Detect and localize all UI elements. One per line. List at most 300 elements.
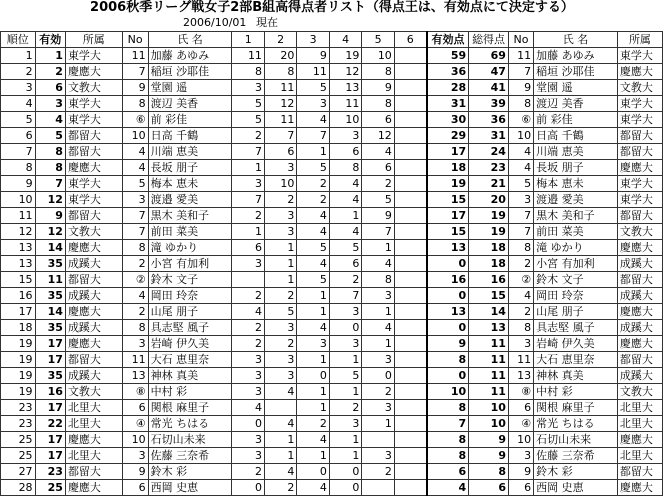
table-row bbox=[1, 480, 663, 496]
player-no-cell: 4 bbox=[122, 160, 148, 176]
match-3-cell: 4 bbox=[297, 112, 329, 128]
player-no-cell: ② bbox=[122, 272, 148, 288]
table-row bbox=[1, 208, 663, 224]
player-name-2-cell: 小宮 有加利 bbox=[534, 256, 618, 272]
school-cell: 都留大 bbox=[65, 352, 122, 368]
total-points-cell: 20 bbox=[469, 192, 509, 208]
match-4-cell: 6 bbox=[329, 256, 361, 272]
player-name-cell: 長坂 朋子 bbox=[148, 160, 232, 176]
match-4-cell: 10 bbox=[329, 112, 361, 128]
school-cell: 北里大 bbox=[65, 448, 122, 464]
match-1-cell: 5 bbox=[232, 96, 264, 112]
match-4-cell: 1 bbox=[329, 208, 361, 224]
table-row bbox=[1, 240, 663, 256]
match-3-cell: 4 bbox=[297, 256, 329, 272]
total-points-cell: 10 bbox=[469, 400, 509, 416]
valid-rank-cell: 14 bbox=[35, 240, 65, 256]
player-no-cell: 10 bbox=[122, 432, 148, 448]
player-name-2-cell: 西岡 史恵 bbox=[534, 480, 618, 496]
match-6-cell bbox=[394, 224, 426, 240]
total-points-cell: 19 bbox=[469, 224, 509, 240]
match-4-cell: 7 bbox=[329, 288, 361, 304]
player-name-2-cell: 日高 千鶴 bbox=[534, 128, 618, 144]
player-no-cell: ⑥ bbox=[122, 112, 148, 128]
valid-points-cell: 0 bbox=[427, 368, 469, 384]
match-5-cell: 8 bbox=[362, 64, 394, 80]
match-4-cell: 13 bbox=[329, 80, 361, 96]
player-name-2-cell: 稲垣 沙耶佳 bbox=[534, 64, 618, 80]
match-4-cell: 1 bbox=[329, 432, 361, 448]
school-cell: 文教大 bbox=[65, 224, 122, 240]
match-5-cell: 0 bbox=[362, 368, 394, 384]
match-5-cell: 1 bbox=[362, 240, 394, 256]
match-2-cell: 6 bbox=[264, 144, 296, 160]
match-6-cell bbox=[394, 208, 426, 224]
match-3-cell: 4 bbox=[297, 224, 329, 240]
match-5-cell: 1 bbox=[362, 336, 394, 352]
player-name-cell: 前 彩佳 bbox=[148, 112, 232, 128]
rank-cell: 23 bbox=[1, 400, 36, 416]
player-name-cell: 鈴木 文子 bbox=[148, 272, 232, 288]
school-2-cell: 慶應大 bbox=[617, 240, 662, 256]
school-cell: 慶應大 bbox=[65, 480, 122, 496]
rank-cell: 12 bbox=[1, 224, 36, 240]
header-match-1: 1 bbox=[232, 32, 264, 48]
match-2-cell: 4 bbox=[264, 384, 296, 400]
header-row bbox=[1, 32, 663, 48]
header-total-points: 総得点 bbox=[469, 32, 509, 48]
player-no-cell: 4 bbox=[122, 144, 148, 160]
valid-rank-cell: 3 bbox=[35, 96, 65, 112]
player-no-2-cell: 9 bbox=[508, 464, 533, 480]
player-no-cell: 6 bbox=[122, 480, 148, 496]
rank-cell: 17 bbox=[1, 304, 36, 320]
player-name-cell: 岡田 玲奈 bbox=[148, 288, 232, 304]
valid-points-cell: 30 bbox=[427, 112, 469, 128]
match-1-cell: 3 bbox=[232, 256, 264, 272]
table-row bbox=[1, 352, 663, 368]
player-no-2-cell: 11 bbox=[508, 352, 533, 368]
school-2-cell: 東学大 bbox=[617, 96, 662, 112]
rank-cell: 13 bbox=[1, 256, 36, 272]
header-school-2: 所属 bbox=[617, 32, 662, 48]
match-2-cell: 1 bbox=[264, 272, 296, 288]
valid-rank-cell: 12 bbox=[35, 224, 65, 240]
match-3-cell: 5 bbox=[297, 80, 329, 96]
valid-rank-cell: 22 bbox=[35, 416, 65, 432]
player-name-cell: 神林 真美 bbox=[148, 368, 232, 384]
match-1-cell: 7 bbox=[232, 144, 264, 160]
school-cell: 北里大 bbox=[65, 400, 122, 416]
match-6-cell bbox=[394, 464, 426, 480]
player-name-2-cell: 関根 麻里子 bbox=[534, 400, 618, 416]
player-no-cell: 3 bbox=[122, 448, 148, 464]
match-5-cell: 4 bbox=[362, 320, 394, 336]
total-points-cell: 36 bbox=[469, 112, 509, 128]
match-2-cell: 3 bbox=[264, 368, 296, 384]
valid-rank-cell: 12 bbox=[35, 192, 65, 208]
school-2-cell: 都留大 bbox=[617, 208, 662, 224]
rank-cell: 25 bbox=[1, 448, 36, 464]
match-1-cell: 2 bbox=[232, 208, 264, 224]
valid-points-cell: 31 bbox=[427, 96, 469, 112]
player-name-2-cell: 中村 彩 bbox=[534, 384, 618, 400]
match-5-cell: 4 bbox=[362, 144, 394, 160]
valid-points-cell: 17 bbox=[427, 208, 469, 224]
match-5-cell: 5 bbox=[362, 192, 394, 208]
match-2-cell: 3 bbox=[264, 320, 296, 336]
school-2-cell: 文教大 bbox=[617, 384, 662, 400]
match-6-cell bbox=[394, 336, 426, 352]
match-4-cell: 11 bbox=[329, 96, 361, 112]
player-name-cell: 常光 ちはる bbox=[148, 416, 232, 432]
player-name-2-cell: 川端 恵美 bbox=[534, 144, 618, 160]
valid-points-cell: 7 bbox=[427, 416, 469, 432]
valid-points-cell: 8 bbox=[427, 400, 469, 416]
match-1-cell: 2 bbox=[232, 128, 264, 144]
match-3-cell: 5 bbox=[297, 160, 329, 176]
valid-points-cell: 59 bbox=[427, 48, 469, 64]
match-2-cell: 1 bbox=[264, 240, 296, 256]
player-no-cell: 11 bbox=[122, 352, 148, 368]
match-4-cell: 4 bbox=[329, 224, 361, 240]
player-name-2-cell: 渡辺 美香 bbox=[534, 96, 618, 112]
header-valid-points: 有効点 bbox=[427, 32, 469, 48]
rank-cell: 19 bbox=[1, 368, 36, 384]
school-2-cell: 都留大 bbox=[617, 272, 662, 288]
school-2-cell: 慶應大 bbox=[617, 432, 662, 448]
table-row bbox=[1, 144, 663, 160]
table-row bbox=[1, 256, 663, 272]
match-3-cell: 0 bbox=[297, 464, 329, 480]
table-row bbox=[1, 192, 663, 208]
match-3-cell: 1 bbox=[297, 288, 329, 304]
match-4-cell: 5 bbox=[329, 368, 361, 384]
rank-cell: 19 bbox=[1, 336, 36, 352]
match-3-cell: 9 bbox=[297, 48, 329, 64]
rank-cell: 18 bbox=[1, 320, 36, 336]
header-match-2: 2 bbox=[264, 32, 296, 48]
school-2-cell: 東学大 bbox=[617, 192, 662, 208]
player-name-cell: 小宮 有加利 bbox=[148, 256, 232, 272]
rank-cell: 10 bbox=[1, 192, 36, 208]
player-name-cell: 石切山未来 bbox=[148, 432, 232, 448]
match-2-cell: 2 bbox=[264, 192, 296, 208]
player-name-cell: 滝 ゆかり bbox=[148, 240, 232, 256]
player-no-2-cell: 8 bbox=[508, 96, 533, 112]
match-2-cell bbox=[264, 400, 296, 416]
match-3-cell: 5 bbox=[297, 240, 329, 256]
valid-rank-cell: 6 bbox=[35, 80, 65, 96]
player-name-cell: 中村 彩 bbox=[148, 384, 232, 400]
table-row bbox=[1, 112, 663, 128]
school-2-cell: 東学大 bbox=[617, 112, 662, 128]
match-5-cell: 6 bbox=[362, 112, 394, 128]
valid-points-cell: 9 bbox=[427, 336, 469, 352]
player-name-cell: 川端 恵美 bbox=[148, 144, 232, 160]
match-3-cell: 4 bbox=[297, 480, 329, 496]
header-school: 所属 bbox=[65, 32, 122, 48]
header-match-4: 4 bbox=[329, 32, 361, 48]
match-4-cell: 0 bbox=[329, 464, 361, 480]
match-2-cell: 7 bbox=[264, 128, 296, 144]
school-2-cell: 成蹊大 bbox=[617, 256, 662, 272]
school-cell: 慶應大 bbox=[65, 240, 122, 256]
table-row bbox=[1, 432, 663, 448]
player-name-2-cell: 神林 真美 bbox=[534, 368, 618, 384]
header-rank: 順位 bbox=[1, 32, 36, 48]
match-2-cell: 4 bbox=[264, 464, 296, 480]
total-points-cell: 10 bbox=[469, 416, 509, 432]
header-name: 氏 名 bbox=[148, 32, 232, 48]
match-6-cell bbox=[394, 432, 426, 448]
header-match-5: 5 bbox=[362, 32, 394, 48]
school-2-cell: 慶應大 bbox=[617, 304, 662, 320]
match-1-cell: 3 bbox=[232, 368, 264, 384]
match-2-cell: 5 bbox=[264, 304, 296, 320]
player-name-2-cell: 滝 ゆかり bbox=[534, 240, 618, 256]
player-name-2-cell: 長坂 朋子 bbox=[534, 160, 618, 176]
match-1-cell bbox=[232, 272, 264, 288]
match-6-cell bbox=[394, 240, 426, 256]
player-name-2-cell: 山尾 朋子 bbox=[534, 304, 618, 320]
player-name-2-cell: 佐藤 三奈希 bbox=[534, 448, 618, 464]
match-2-cell: 3 bbox=[264, 352, 296, 368]
rank-cell: 8 bbox=[1, 160, 36, 176]
match-3-cell: 11 bbox=[297, 64, 329, 80]
valid-rank-cell: 16 bbox=[35, 384, 65, 400]
total-points-cell: 18 bbox=[469, 240, 509, 256]
match-3-cell: 7 bbox=[297, 128, 329, 144]
valid-rank-cell: 11 bbox=[35, 272, 65, 288]
match-6-cell bbox=[394, 112, 426, 128]
match-4-cell: 1 bbox=[329, 352, 361, 368]
player-name-cell: 加藤 あゆみ bbox=[148, 48, 232, 64]
player-no-cell: ④ bbox=[122, 416, 148, 432]
valid-rank-cell: 35 bbox=[35, 368, 65, 384]
rank-cell: 19 bbox=[1, 352, 36, 368]
match-2-cell: 1 bbox=[264, 448, 296, 464]
match-4-cell: 3 bbox=[329, 416, 361, 432]
valid-rank-cell: 17 bbox=[35, 400, 65, 416]
table-row bbox=[1, 272, 663, 288]
player-name-2-cell: 黒木 美和子 bbox=[534, 208, 618, 224]
match-1-cell: 1 bbox=[232, 224, 264, 240]
player-name-cell: 堂園 遥 bbox=[148, 80, 232, 96]
valid-rank-cell: 7 bbox=[35, 176, 65, 192]
match-6-cell bbox=[394, 256, 426, 272]
table-row bbox=[1, 288, 663, 304]
school-cell: 成蹊大 bbox=[65, 256, 122, 272]
table-row bbox=[1, 96, 663, 112]
match-2-cell: 3 bbox=[264, 224, 296, 240]
total-points-cell: 21 bbox=[469, 176, 509, 192]
valid-rank-cell: 17 bbox=[35, 448, 65, 464]
match-4-cell: 3 bbox=[329, 304, 361, 320]
school-cell: 都留大 bbox=[65, 128, 122, 144]
match-2-cell: 2 bbox=[264, 480, 296, 496]
match-4-cell: 0 bbox=[329, 480, 361, 496]
valid-rank-cell: 5 bbox=[35, 128, 65, 144]
match-5-cell: 8 bbox=[362, 272, 394, 288]
match-2-cell: 10 bbox=[264, 176, 296, 192]
match-3-cell: 1 bbox=[297, 304, 329, 320]
match-4-cell: 19 bbox=[329, 48, 361, 64]
school-cell: 都留大 bbox=[65, 272, 122, 288]
player-name-cell: 具志堅 風子 bbox=[148, 320, 232, 336]
match-1-cell: 0 bbox=[232, 480, 264, 496]
player-name-cell: 黒木 美和子 bbox=[148, 208, 232, 224]
player-no-cell: 9 bbox=[122, 464, 148, 480]
school-cell: 東学大 bbox=[65, 192, 122, 208]
school-2-cell: 北里大 bbox=[617, 416, 662, 432]
player-no-2-cell: 13 bbox=[508, 368, 533, 384]
match-3-cell: 0 bbox=[297, 368, 329, 384]
match-2-cell: 11 bbox=[264, 80, 296, 96]
player-name-2-cell: 常光 ちはる bbox=[534, 416, 618, 432]
player-name-2-cell: 前田 菜美 bbox=[534, 224, 618, 240]
player-name-cell: 関根 麻里子 bbox=[148, 400, 232, 416]
match-6-cell bbox=[394, 48, 426, 64]
valid-rank-cell: 2 bbox=[35, 64, 65, 80]
total-points-cell: 13 bbox=[469, 320, 509, 336]
rank-cell: 4 bbox=[1, 96, 36, 112]
total-points-cell: 9 bbox=[469, 432, 509, 448]
match-3-cell: 2 bbox=[297, 192, 329, 208]
match-2-cell: 2 bbox=[264, 336, 296, 352]
match-6-cell bbox=[394, 96, 426, 112]
ranking-table bbox=[0, 31, 663, 496]
match-5-cell: 3 bbox=[362, 352, 394, 368]
valid-points-cell: 0 bbox=[427, 288, 469, 304]
table-row bbox=[1, 224, 663, 240]
table-row bbox=[1, 80, 663, 96]
match-3-cell: 1 bbox=[297, 352, 329, 368]
valid-rank-cell: 1 bbox=[35, 48, 65, 64]
valid-points-cell: 17 bbox=[427, 144, 469, 160]
rank-cell: 28 bbox=[1, 480, 36, 496]
match-5-cell: 3 bbox=[362, 288, 394, 304]
player-name-cell: 渡邉 愛美 bbox=[148, 192, 232, 208]
player-no-cell: 2 bbox=[122, 256, 148, 272]
match-1-cell: 3 bbox=[232, 352, 264, 368]
player-name-cell: 西岡 史恵 bbox=[148, 480, 232, 496]
match-6-cell bbox=[394, 352, 426, 368]
player-name-cell: 渡辺 美香 bbox=[148, 96, 232, 112]
valid-rank-cell: 8 bbox=[35, 160, 65, 176]
valid-points-cell: 19 bbox=[427, 176, 469, 192]
header-name-2: 氏 名 bbox=[534, 32, 618, 48]
table-row bbox=[1, 448, 663, 464]
as-of-label: 現在 bbox=[256, 16, 278, 29]
school-2-cell: 慶應大 bbox=[617, 160, 662, 176]
total-points-cell: 18 bbox=[469, 256, 509, 272]
match-1-cell: 0 bbox=[232, 416, 264, 432]
match-2-cell: 3 bbox=[264, 208, 296, 224]
valid-points-cell: 28 bbox=[427, 80, 469, 96]
header-match-3: 3 bbox=[297, 32, 329, 48]
valid-rank-cell: 14 bbox=[35, 304, 65, 320]
match-3-cell: 4 bbox=[297, 208, 329, 224]
valid-rank-cell: 8 bbox=[35, 144, 65, 160]
total-points-cell: 47 bbox=[469, 64, 509, 80]
match-1-cell: 2 bbox=[232, 320, 264, 336]
player-no-2-cell: 10 bbox=[508, 128, 533, 144]
school-2-cell: 東学大 bbox=[617, 176, 662, 192]
match-4-cell: 12 bbox=[329, 64, 361, 80]
school-2-cell: 成蹊大 bbox=[617, 288, 662, 304]
school-2-cell: 都留大 bbox=[617, 352, 662, 368]
match-1-cell: 2 bbox=[232, 288, 264, 304]
match-4-cell: 1 bbox=[329, 384, 361, 400]
match-1-cell: 2 bbox=[232, 336, 264, 352]
rank-cell: 5 bbox=[1, 112, 36, 128]
match-5-cell: 10 bbox=[362, 48, 394, 64]
player-no-2-cell: 7 bbox=[508, 64, 533, 80]
player-no-cell: 6 bbox=[122, 400, 148, 416]
match-2-cell: 2 bbox=[264, 288, 296, 304]
table-row bbox=[1, 384, 663, 400]
match-2-cell: 11 bbox=[264, 112, 296, 128]
valid-rank-cell: 17 bbox=[35, 352, 65, 368]
valid-points-cell: 13 bbox=[427, 240, 469, 256]
match-1-cell: 11 bbox=[232, 48, 264, 64]
player-no-cell: 7 bbox=[122, 208, 148, 224]
school-cell: 慶應大 bbox=[65, 432, 122, 448]
rank-cell: 7 bbox=[1, 144, 36, 160]
player-no-2-cell: 7 bbox=[508, 224, 533, 240]
valid-rank-cell: 9 bbox=[35, 208, 65, 224]
school-cell: 慶應大 bbox=[65, 64, 122, 80]
match-3-cell: 4 bbox=[297, 320, 329, 336]
match-2-cell: 1 bbox=[264, 256, 296, 272]
match-5-cell: 6 bbox=[362, 160, 394, 176]
total-points-cell: 9 bbox=[469, 448, 509, 464]
school-cell: 成蹊大 bbox=[65, 320, 122, 336]
match-5-cell: 12 bbox=[362, 128, 394, 144]
player-no-cell: 7 bbox=[122, 64, 148, 80]
match-5-cell: 3 bbox=[362, 400, 394, 416]
match-6-cell bbox=[394, 320, 426, 336]
valid-points-cell: 8 bbox=[427, 432, 469, 448]
player-no-cell: 4 bbox=[122, 288, 148, 304]
player-name-2-cell: 岡田 玲奈 bbox=[534, 288, 618, 304]
table-row bbox=[1, 160, 663, 176]
valid-points-cell: 18 bbox=[427, 160, 469, 176]
school-cell: 慶應大 bbox=[65, 336, 122, 352]
school-2-cell: 成蹊大 bbox=[617, 368, 662, 384]
school-cell: 北里大 bbox=[65, 416, 122, 432]
match-6-cell bbox=[394, 272, 426, 288]
match-6-cell bbox=[394, 128, 426, 144]
match-2-cell: 20 bbox=[264, 48, 296, 64]
rank-cell: 13 bbox=[1, 240, 36, 256]
total-points-cell: 31 bbox=[469, 128, 509, 144]
match-2-cell: 3 bbox=[264, 160, 296, 176]
valid-points-cell: 8 bbox=[427, 352, 469, 368]
rank-cell: 25 bbox=[1, 432, 36, 448]
player-name-2-cell: 大石 恵里奈 bbox=[534, 352, 618, 368]
total-points-cell: 16 bbox=[469, 272, 509, 288]
match-4-cell: 0 bbox=[329, 320, 361, 336]
player-no-cell: 2 bbox=[122, 304, 148, 320]
player-name-cell: 山尾 朋子 bbox=[148, 304, 232, 320]
match-5-cell: 2 bbox=[362, 464, 394, 480]
player-no-2-cell: ⑥ bbox=[508, 112, 533, 128]
match-1-cell: 3 bbox=[232, 448, 264, 464]
total-points-cell: 69 bbox=[469, 48, 509, 64]
valid-rank-cell: 35 bbox=[35, 256, 65, 272]
